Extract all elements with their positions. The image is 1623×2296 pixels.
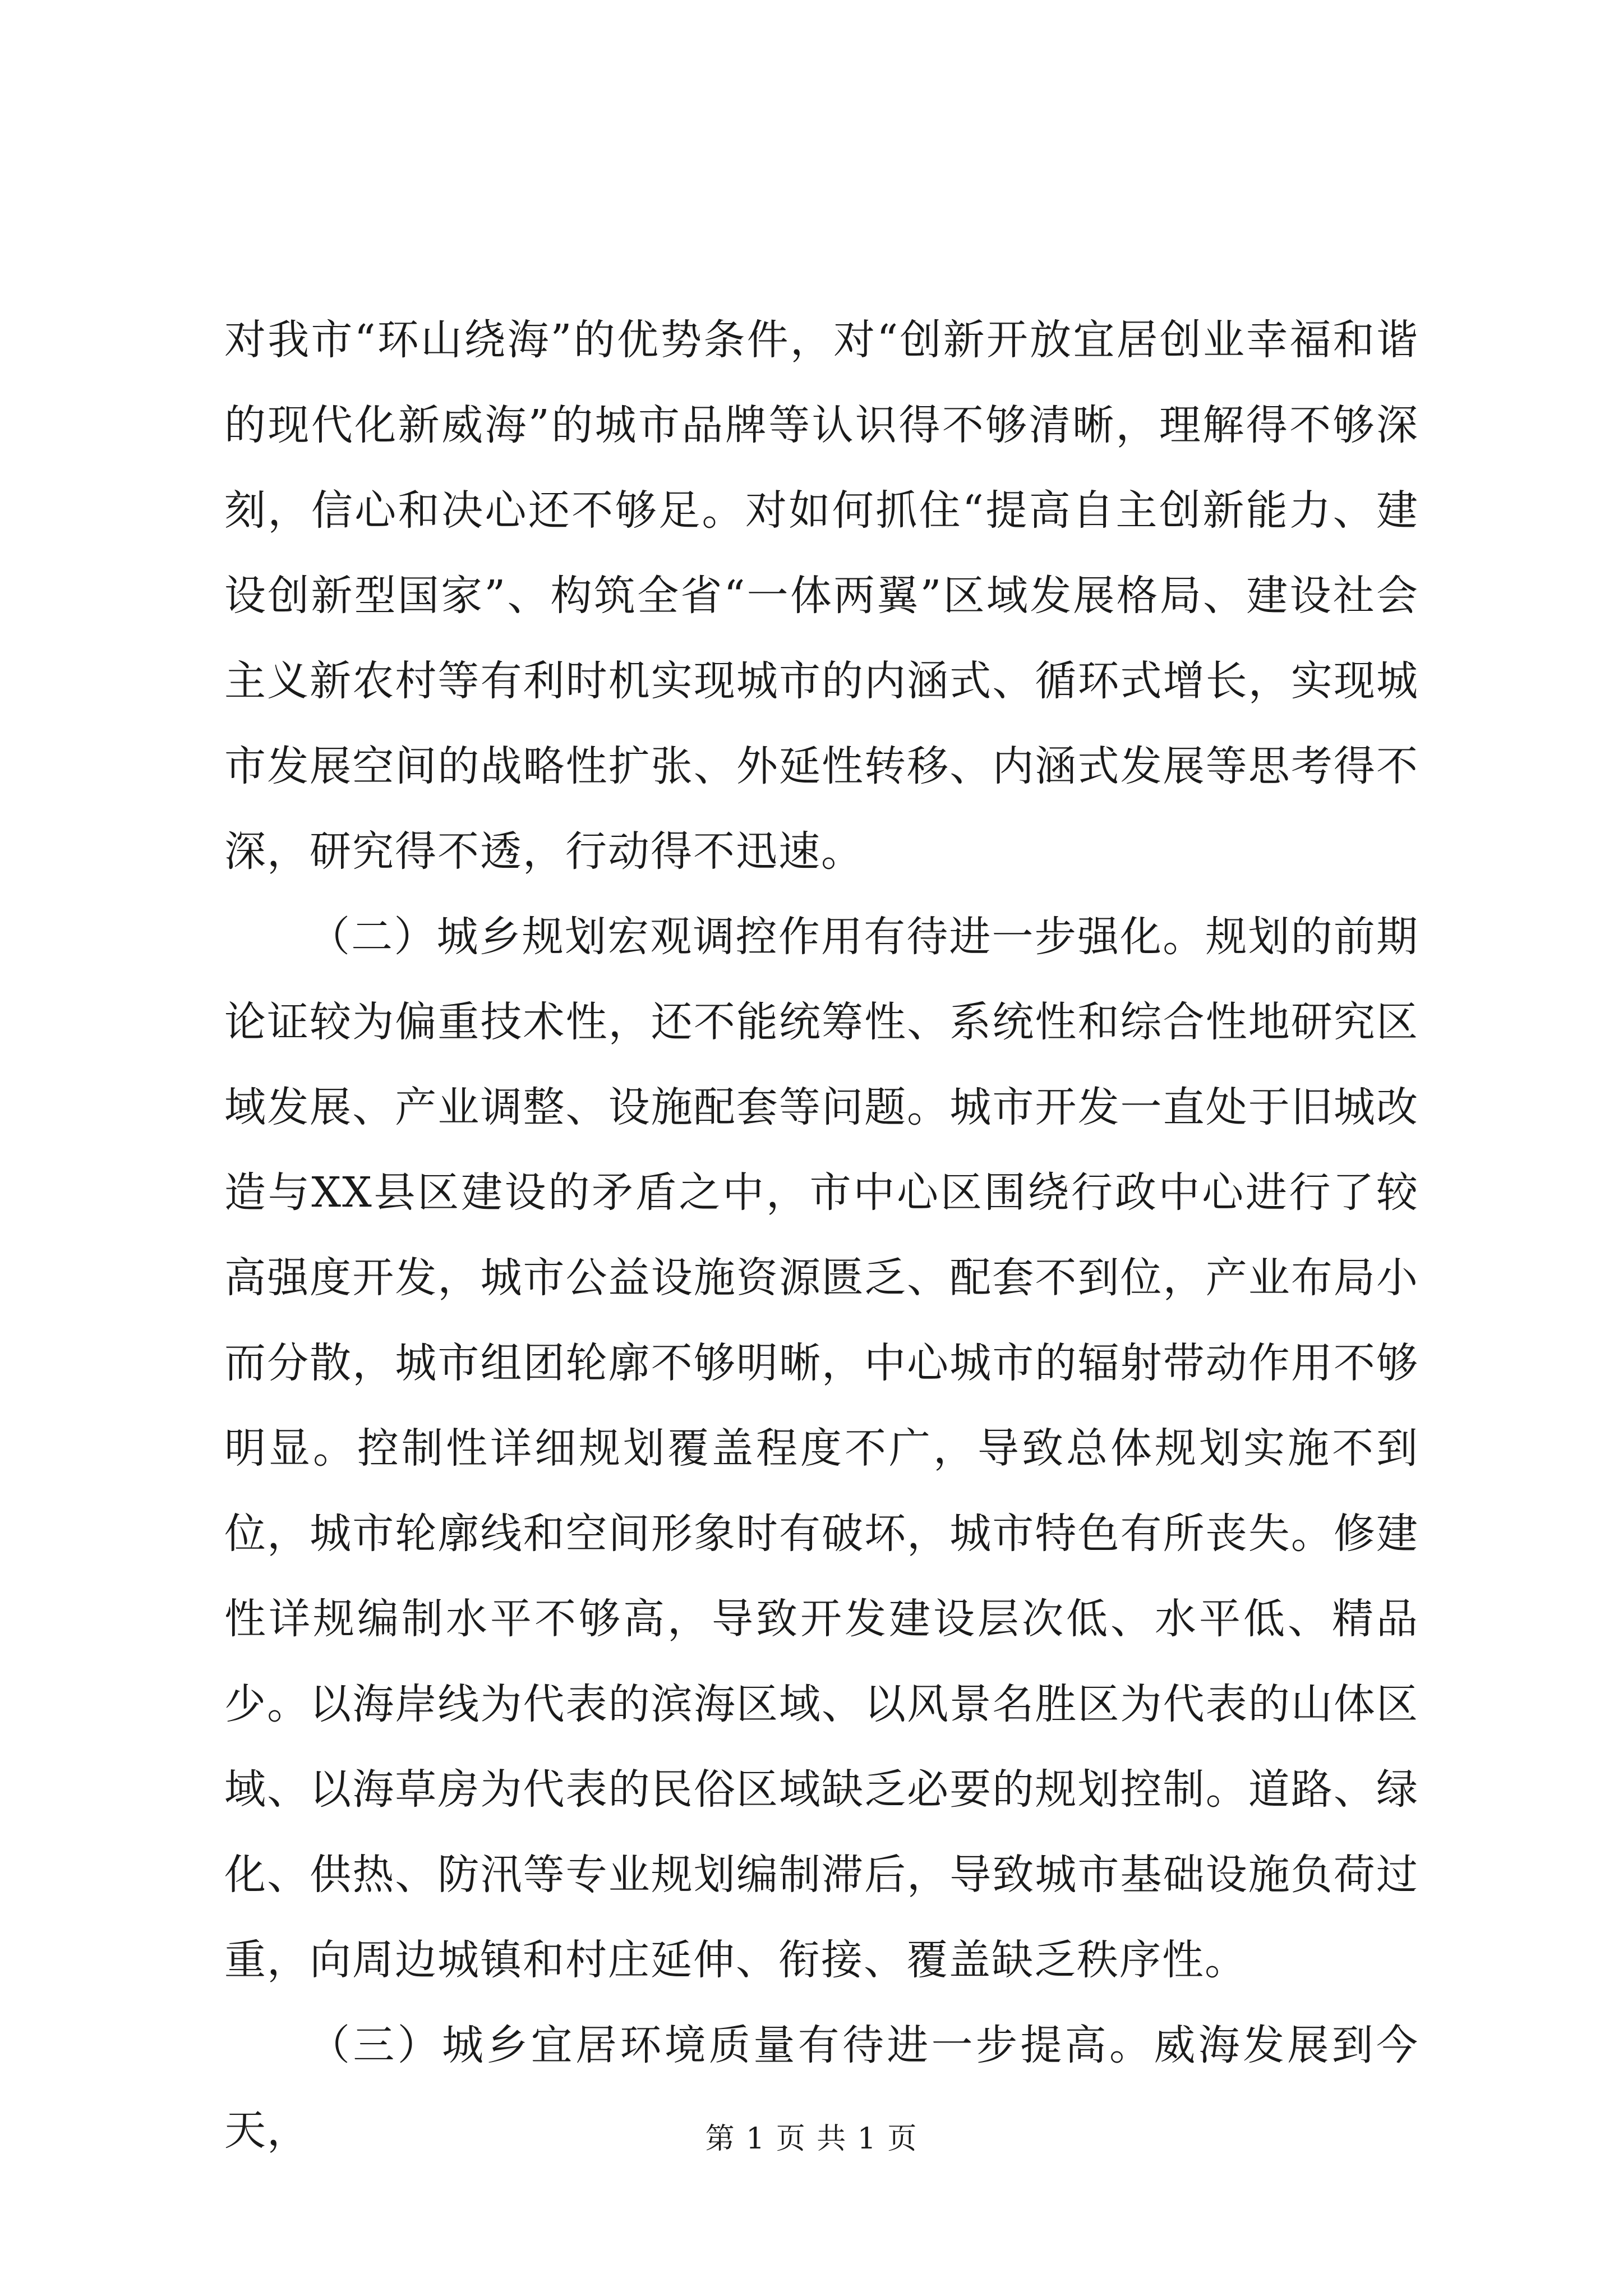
- paragraph-2: （二）城乡规划宏观调控作用有待进一步强化。规划的前期论证较为偏重技术性，还不能统筹性、系统性和综合性地研究区域发展、产业调整、设施配套等问题。城市开发一直处于旧城改造与XX县区建设的矛盾之中，市中心区围绕行政中心进行了较高强度开发，城市公益设施资源匮乏、配套不到位，产业布局小而分散，城市组团轮廓不够明晰，中心城市的辐射带动作用不够明显。控制性详细规划覆盖程度不广，导致总体规划实施不到位，城市轮廓线和空间形象时有破坏，城市特色有所丧失。修建性详规编制水平不够高，导致开发建设层次低、水平低、精品少。以海岸线为代表的滨海区域、以风景名胜区为代表的山体区域、以海草房为代表的民俗区域缺乏必要的规划控制。道路、绿化、供热、防汛等专业规划编制滞后，导致城市基础设施负荷过重，向周边城镇和村庄延伸、衔接、覆盖缺乏秩序性。: [224, 913, 1419, 1984]
- paragraph-1: 对我市“环山绕海”的优势条件，对“创新开放宜居创业幸福和谐的现代化新威海”的城市品牌等认识得不够清晰，理解得不够深刻，信心和决心还不够足。对如何抓住“提高自主创新能力、建设创新型国家”、构筑全省“一体两翼”区域发展格局、建设社会主义新农村等有利时机实现城市的内涵式、循环式增长，实现城市发展空间的战略性扩张、外延性转移、内涵式发展等思考得不深，研究得不透，行动得不迅速。: [224, 316, 1419, 876]
- document-body: [224, 297, 1419, 2173]
- paragraph-3: （三）城乡宜居环境质量有待进一步提高。威海发展到今天，: [224, 2021, 1419, 2155]
- page-footer: 第 1 页 共 1 页: [705, 2122, 918, 2156]
